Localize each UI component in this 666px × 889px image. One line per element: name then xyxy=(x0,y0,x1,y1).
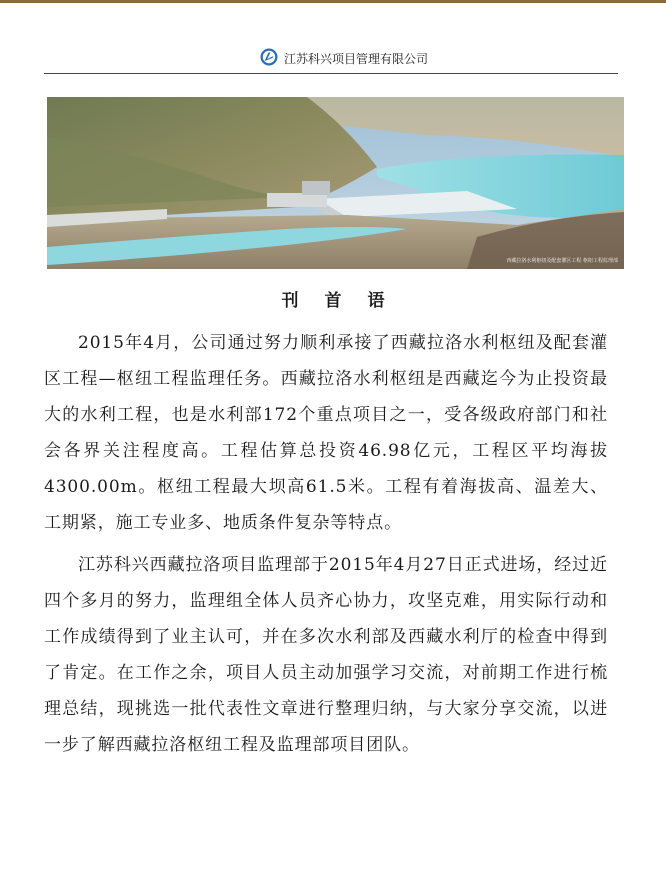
image-caption: 西藏拉洛水利枢纽及配套灌区工程 枢纽工程监理部 xyxy=(506,258,618,264)
page-header xyxy=(44,46,618,74)
dam-rendering-image xyxy=(47,97,624,269)
company-name: 江苏科兴项目管理有限公司 xyxy=(284,52,429,66)
paragraph: 江苏科兴西藏拉洛项目监理部于2015年4月27日正式进场，经过近四个多月的努力，监理组全体人员齐心协力，攻坚克难，用实际行动和工作成绩得到了业主认可，并在多次水利部及西藏水利厅的检查中得到了肯定。在工作之余，项目人员主动加强学习交流，对前期工作进行梳理总结，现挑选一批代表性文章进行整理归纳，与大家分享交流，以进一步了解西藏拉洛枢纽工程及监理部项目团队。 xyxy=(44,555,608,755)
top-border-rule xyxy=(0,0,666,3)
article-title: 刊首语 xyxy=(281,291,411,311)
paragraph: 2015年4月，公司通过努力顺利承接了西藏拉洛水利枢纽及配套灌区工程—枢纽工程监理任务。西藏拉洛水利枢纽是西藏迄今为止投资最大的水利工程，也是水利部172个重点项目之一，受各级政府部门和社会各界关注程度高。工程估算总投资46.98亿元，工程区平均海拔4300.00m。枢纽工程最大坝高61.5米。工程有着海拔高、温差大、工期紧，施工专业多、地质条件复杂等特点。 xyxy=(44,333,608,533)
ks-logo-icon xyxy=(260,48,278,66)
header-divider xyxy=(44,73,618,74)
article-body xyxy=(44,325,608,763)
